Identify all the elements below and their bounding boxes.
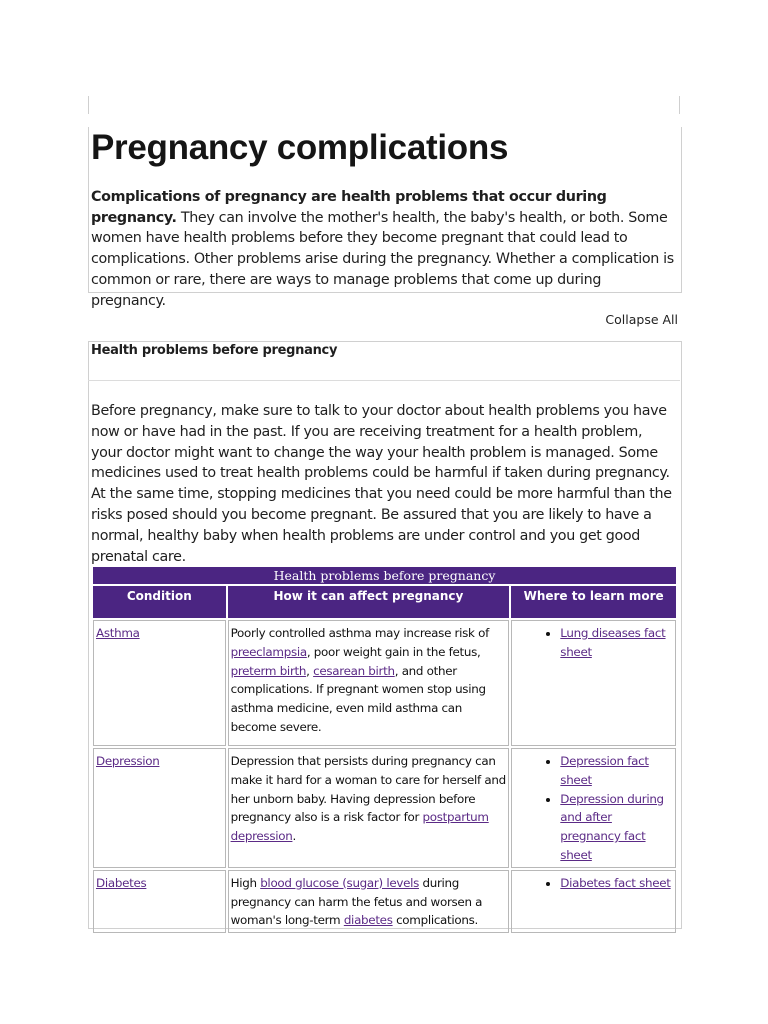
list-item <box>560 790 673 865</box>
learn-more-cell <box>511 870 676 933</box>
effect-text: during pregnancy can harm the fetus and worsen a woman's long-term <box>230 875 483 928</box>
effect-text: complications. <box>392 913 478 928</box>
list-item <box>560 874 673 893</box>
effect-text: , <box>306 663 314 678</box>
intro-body: They can involve the mother's health, the baby's health, or both. Some women have health problems before they become pregnant that could lead to complications. Other problems arise during the pregnancy. Whether a complication is common or rare, there are ways to manage problems that come up during pregnancy. <box>91 209 674 309</box>
col-header-condition: Condition <box>93 586 226 618</box>
learn-more-cell <box>511 620 676 746</box>
effect-text: High <box>230 875 261 890</box>
effect-cell <box>228 870 510 933</box>
top-right-rule <box>679 96 680 114</box>
col-header-learn-more: Where to learn more <box>511 586 676 618</box>
learn-more-cell <box>511 748 676 868</box>
page-title: Pregnancy complications <box>91 128 509 167</box>
link-postpartum-depression[interactable]: postpartum depression <box>230 810 489 844</box>
effect-text: , and other complications. If pregnant women stop using asthma medicine, even mild asthma can become severe. <box>230 663 486 734</box>
intro-paragraph <box>91 187 676 311</box>
link-diabetes[interactable]: diabetes <box>343 913 393 928</box>
accordion-header[interactable]: Health problems before pregnancy <box>91 343 338 358</box>
link-cesarean-birth[interactable]: cesarean birth <box>313 663 395 678</box>
list-item <box>560 752 673 790</box>
link-blood-glucose[interactable]: blood glucose (sugar) levels <box>260 875 419 890</box>
effect-text: Poorly controlled asthma may increase risk of <box>230 626 489 640</box>
intro-bold-lead: Complications of pregnancy are health problems that occur during pregnancy. <box>91 189 607 226</box>
col-header-effect: How it can affect pregnancy <box>228 586 510 618</box>
effect-text: , poor weight gain in the fetus, <box>306 644 481 659</box>
learn-more-list <box>514 752 673 865</box>
table-row <box>93 748 676 868</box>
condition-link-depression[interactable]: Depression <box>96 754 160 768</box>
table-header-row <box>93 586 676 618</box>
link-lung-diseases-fact-sheet[interactable]: Lung diseases fact sheet <box>560 626 666 659</box>
effect-cell <box>228 748 510 868</box>
table-caption-row <box>93 567 676 584</box>
section-paragraph: Before pregnancy, make sure to talk to your doctor about health problems you have now or have had in the past. If you are receiving treatment for a health problem, your doctor might want to change the way your health problem is managed. Some medicines used to treat health problems could be harmful if taken during pregnancy. At the same time, stopping medicines that you need could be more harmful than the risks posed should you become pregnant. Be assured that you are likely to have a normal, healthy baby when health problems are under control and you get good prenatal care. <box>91 403 672 565</box>
effect-text: . <box>292 829 296 844</box>
link-preeclampsia[interactable]: preeclampsia <box>230 644 307 659</box>
table-row <box>93 620 676 746</box>
conditions-table <box>91 565 678 935</box>
collapse-all-button[interactable]: Collapse All <box>605 312 678 327</box>
link-depression-pregnancy-fact-sheet[interactable]: Depression during and after pregnancy fact sheet <box>560 791 664 862</box>
condition-link-diabetes[interactable]: Diabetes <box>96 875 147 890</box>
top-left-rule <box>88 96 89 114</box>
condition-cell <box>93 620 226 746</box>
learn-more-list <box>514 624 673 662</box>
effect-cell <box>228 620 510 746</box>
learn-more-list <box>514 874 673 893</box>
condition-link-asthma[interactable]: Asthma <box>96 626 140 640</box>
condition-cell <box>93 748 226 868</box>
link-preterm-birth[interactable]: preterm birth <box>230 663 307 678</box>
condition-cell <box>93 870 226 933</box>
table-caption: Health problems before pregnancy <box>93 567 676 584</box>
table-row <box>93 870 676 933</box>
link-diabetes-fact-sheet[interactable]: Diabetes fact sheet <box>560 875 671 890</box>
effect-text: Depression that persists during pregnancy can make it hard for a woman to care for herself and her unborn baby. Having depression before pregnancy also is a risk factor for <box>230 754 506 825</box>
section-divider <box>88 380 680 381</box>
list-item <box>560 624 673 662</box>
link-depression-fact-sheet[interactable]: Depression fact sheet <box>560 754 649 787</box>
